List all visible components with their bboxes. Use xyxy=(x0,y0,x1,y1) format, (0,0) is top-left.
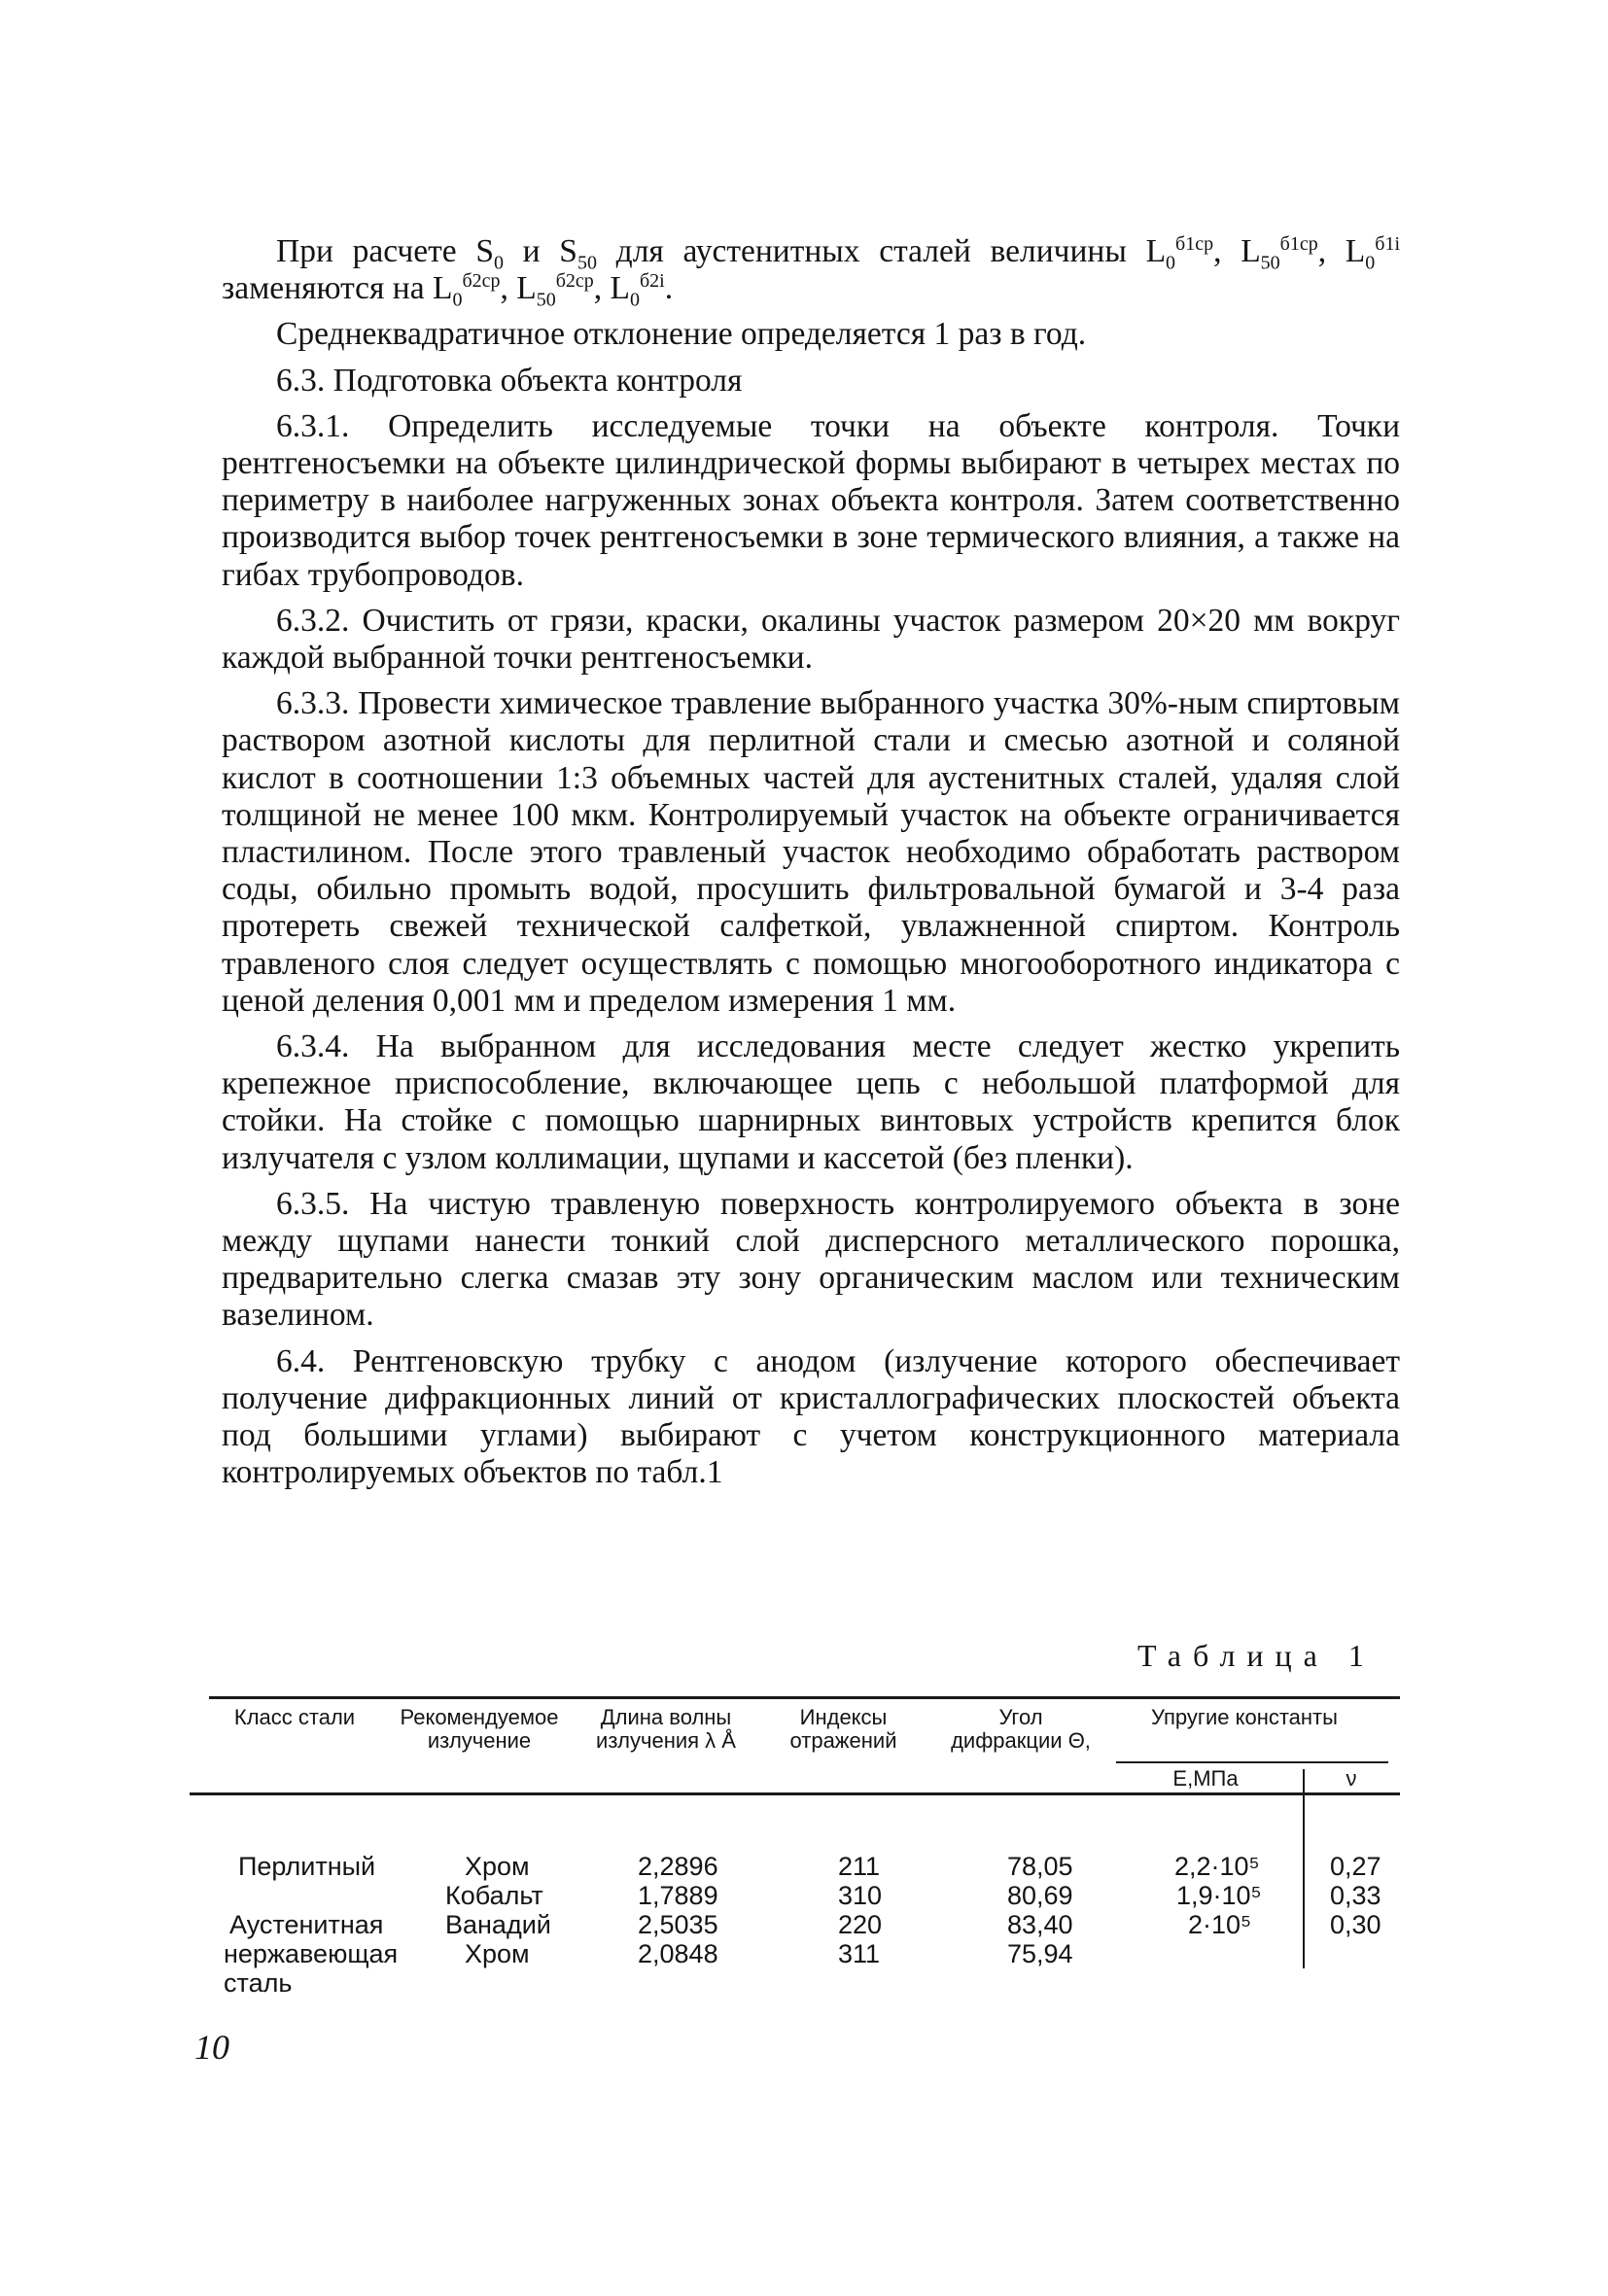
text-run: , L xyxy=(1213,233,1261,269)
paragraph-6-3-5: 6.3.5. На чистую травленую поверхность контролируемого объекта в зоне между щупами нанести тонкий слой дисперсного металлического порошка, предварительно слегка смазав эту зону органическим маслом или техническим вазелином. xyxy=(222,1185,1400,1334)
text-run: и S xyxy=(503,233,577,269)
cell-wavelength: 2,2896 xyxy=(638,1852,718,1881)
cell-indices: 220 xyxy=(838,1910,883,1939)
header-nu: ν xyxy=(1346,1766,1357,1791)
header-radiation: Рекомендуемое излучение xyxy=(400,1705,559,1753)
table-header-rule xyxy=(190,1792,1400,1795)
paragraph-formula xyxy=(222,232,1400,311)
superscript: б2ср xyxy=(555,270,594,293)
subscript: 0 xyxy=(1365,252,1376,274)
cell-steel: Аустенитная xyxy=(229,1910,384,1939)
cell-radiation: Ванадий xyxy=(445,1910,551,1939)
text-run: , L xyxy=(593,270,630,307)
cell-nu: 0,27 xyxy=(1330,1852,1381,1881)
cell-steel: Перлитный xyxy=(238,1852,376,1881)
paragraph-6-4: 6.4. Рентгеновскую трубку с анодом (излучение которого обеспечивает получение дифракционных линий от кристаллографических плоскостей объекта под большими углами) выбирают с учетом конструкционного материала контролируемых объектов по табл.1 xyxy=(222,1342,1400,1491)
subscript: 0 xyxy=(493,252,504,274)
text-run: . xyxy=(664,270,674,307)
superscript: б1i xyxy=(1375,232,1400,255)
header-wavelength: Длина волны излучения λ Å xyxy=(596,1705,736,1753)
column-divider xyxy=(1303,1769,1305,1968)
subscript: 0 xyxy=(1166,252,1176,274)
subscript: 50 xyxy=(577,252,597,274)
header-steel-class: Класс стали xyxy=(233,1705,356,1729)
cell-radiation: Хром xyxy=(465,1939,530,1968)
header-angle: Угол дифракции Θ, xyxy=(951,1705,1091,1753)
cell-steel: нержавеющая xyxy=(224,1939,399,1968)
cell-wavelength: 2,0848 xyxy=(638,1939,718,1968)
text-run: При расчете S xyxy=(276,233,494,269)
cell-nu: 0,30 xyxy=(1330,1910,1381,1939)
cell-nu: 0,33 xyxy=(1330,1881,1381,1910)
header-elastic-constants: Упругие константы xyxy=(1151,1705,1338,1729)
cell-indices: 310 xyxy=(838,1881,883,1910)
page-number: 10 xyxy=(194,2028,229,2067)
body-text xyxy=(222,233,1400,1501)
subscript: 0 xyxy=(452,289,463,311)
paragraph-6-3-1: 6.3.1. Определить исследуемые точки на объекте контроля. Точки рентгеносъемки на объекте цилиндрической формы выбирают в четырех местах по периметру в наиболее нагруженных зонах объекта контроля. Затем соответственно производится выбор точек рентгеносъемки в зоне термического влияния, а также на гибах трубопроводов. xyxy=(222,407,1400,593)
text-run: заменяются на L xyxy=(222,270,453,307)
cell-wavelength: 2,5035 xyxy=(638,1910,718,1939)
cell-indices: 311 xyxy=(838,1939,881,1968)
header-indices: Индексы отражений xyxy=(789,1705,897,1753)
paragraph-deviation: Среднеквадратичное отклонение определяется 1 раз в год. xyxy=(276,316,1087,353)
header-e-mpa: Е,МПа xyxy=(1172,1766,1239,1791)
subscript: 50 xyxy=(1260,252,1280,274)
cell-e: 2,2·10⁵ xyxy=(1174,1852,1260,1881)
superscript: б1ср xyxy=(1175,232,1214,255)
cell-radiation: Хром xyxy=(465,1852,530,1881)
elastic-subheader-rule xyxy=(1116,1761,1388,1763)
table-caption: Таблица 1 xyxy=(1137,1638,1376,1673)
paragraph-6-3-4: 6.3.4. На выбранном для исследования месте следует жестко укрепить крепежное приспособление, включающее цепь с небольшой платформой для стойки. На стойке с помощью шарнирных винтовых устройств крепится блок излучателя с узлом коллимации, щупами и кассетой (без пленки). xyxy=(222,1028,1400,1176)
cell-e: 1,9·10⁵ xyxy=(1176,1881,1262,1910)
text-run: , L xyxy=(1317,233,1366,269)
cell-wavelength: 1,7889 xyxy=(638,1881,718,1910)
superscript: б1ср xyxy=(1279,232,1318,255)
table-top-rule xyxy=(209,1696,1400,1699)
superscript: б2i xyxy=(640,270,665,293)
cell-angle: 78,05 xyxy=(1007,1852,1073,1881)
cell-angle: 83,40 xyxy=(1007,1910,1073,1939)
cell-angle: 75,94 xyxy=(1007,1939,1073,1968)
subscript: 0 xyxy=(630,289,640,311)
superscript: б2ср xyxy=(462,270,501,293)
text-run: , L xyxy=(500,270,537,307)
section-heading: 6.3. Подготовка объекта контроля xyxy=(276,362,743,399)
paragraph-6-3-3: 6.3.3. Провести химическое травление выбранного участка 30%-ным спиртовым раствором азотной кислоты для перлитной стали и смесью азотной и соляной кислот в соотношении 1:3 объемных частей для аустенитных сталей, удаляя слой толщиной не менее 100 мкм. Контролируемый участок на объекте ограничивается пластилином. После этого травленый участок необходимо обработать раствором соды, обильно промыть водой, просушить фильтровальной бумагой и 3-4 раза протереть свежей технической салфеткой, увлажненной спиртом. Контроль травленого слоя следует осуществлять с помощью многооборотного индикатора с ценой деления 0,001 мм и пределом измерения 1 мм. xyxy=(222,685,1400,1019)
cell-indices: 211 xyxy=(838,1852,881,1881)
cell-angle: 80,69 xyxy=(1007,1881,1073,1910)
cell-radiation: Кобальт xyxy=(445,1881,543,1910)
subscript: 50 xyxy=(536,289,556,311)
cell-steel: сталь xyxy=(224,1968,293,1998)
text-run: для аустенитных сталей величины L xyxy=(596,233,1167,269)
paragraph-6-3-2: 6.3.2. Очистить от грязи, краски, окалины участок размером 20×20 мм вокруг каждой выбранной точки рентгеносъемки. xyxy=(222,602,1400,677)
cell-e: 2·10⁵ xyxy=(1188,1910,1252,1939)
